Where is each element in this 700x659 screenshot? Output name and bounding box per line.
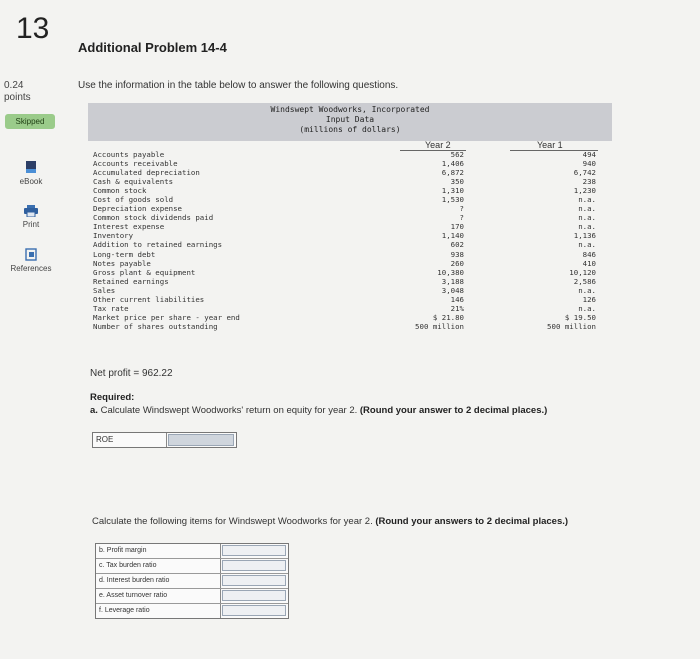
roe-answer-row bbox=[92, 432, 237, 448]
part-a-instructions bbox=[90, 405, 547, 416]
year1-cell: 410 bbox=[582, 258, 596, 268]
year1-cell: 494 bbox=[582, 150, 596, 159]
points-value: 0.24 bbox=[4, 80, 24, 91]
status-badge: Skipped bbox=[5, 114, 55, 129]
year1-cell: 6,742 bbox=[573, 168, 596, 178]
tax-burden-input[interactable] bbox=[222, 560, 286, 571]
leverage-ratio-input[interactable] bbox=[222, 605, 286, 616]
answer-row bbox=[96, 589, 288, 604]
answer-row bbox=[96, 559, 288, 574]
year2-cell: 3,048 bbox=[441, 285, 464, 295]
question-sidebar bbox=[0, 0, 62, 659]
year2-cell: 170 bbox=[450, 222, 464, 232]
year1-cell: 500 million bbox=[547, 321, 596, 331]
question-number: 13 bbox=[16, 12, 50, 45]
table-company-name: Windswept Woodworks, Incorporated bbox=[270, 105, 430, 114]
year1-cell: n.a. bbox=[578, 240, 596, 250]
year1-cell: n.a. bbox=[578, 204, 596, 214]
answer-row bbox=[96, 574, 288, 589]
references-label: References bbox=[10, 264, 52, 273]
year1-cell: 238 bbox=[582, 177, 596, 187]
table-header-band bbox=[88, 103, 612, 141]
points-display bbox=[4, 80, 31, 104]
year1-cell: 1,230 bbox=[573, 186, 596, 196]
year1-cell: n.a. bbox=[578, 303, 596, 313]
answer-row bbox=[96, 604, 288, 618]
year2-cell: 146 bbox=[450, 294, 464, 304]
year2-cell: 500 million bbox=[415, 321, 464, 331]
row-label: Accumulated depreciation bbox=[93, 168, 200, 178]
asset-turnover-label: e. Asset turnover ratio bbox=[96, 589, 221, 603]
year2-cell: 1,530 bbox=[441, 195, 464, 205]
row-label: Market price per share - year end bbox=[93, 312, 240, 322]
row-label: Cash & equivalents bbox=[93, 177, 174, 187]
year2-cell: 3,188 bbox=[441, 276, 464, 286]
calc-instructions bbox=[92, 516, 568, 527]
table-subtitle: Input Data bbox=[325, 115, 375, 124]
year1-cell: 1,136 bbox=[573, 231, 596, 241]
row-label: Tax rate bbox=[93, 303, 129, 313]
ebook-button[interactable] bbox=[6, 160, 56, 186]
year2-cell: 938 bbox=[450, 249, 464, 259]
year2-cell: 21% bbox=[450, 303, 464, 313]
year2-cell: 562 bbox=[450, 150, 464, 159]
row-label: Notes payable bbox=[93, 258, 151, 268]
row-label: Long-term debt bbox=[93, 249, 156, 259]
roe-label: ROE bbox=[93, 433, 167, 447]
points-unit: points bbox=[4, 92, 31, 103]
print-label: Print bbox=[22, 220, 40, 229]
net-profit-text: Net profit = 962.22 bbox=[90, 368, 173, 379]
book-icon bbox=[25, 160, 37, 174]
table-year2-values bbox=[400, 150, 464, 331]
row-label: Common stock bbox=[93, 186, 147, 196]
part-a-prefix: a. bbox=[90, 405, 98, 416]
asset-turnover-input[interactable] bbox=[222, 590, 286, 601]
ratio-answer-grid bbox=[95, 543, 289, 619]
year1-cell: n.a. bbox=[578, 285, 596, 295]
roe-input[interactable] bbox=[168, 434, 234, 446]
row-label: Accounts receivable bbox=[93, 159, 178, 169]
answer-row bbox=[96, 544, 288, 559]
year1-cell: $ 19.50 bbox=[564, 312, 596, 322]
year1-cell: 126 bbox=[582, 294, 596, 304]
year1-cell: 2,586 bbox=[573, 276, 596, 286]
tax-burden-label: c. Tax burden ratio bbox=[96, 559, 221, 573]
row-label: Gross plant & equipment bbox=[93, 267, 196, 277]
references-button[interactable] bbox=[6, 248, 56, 273]
year2-cell: 350 bbox=[450, 177, 464, 187]
year2-cell: ? bbox=[459, 204, 464, 214]
year1-cell: n.a. bbox=[578, 195, 596, 205]
row-label: Depreciation expense bbox=[93, 204, 182, 214]
year2-cell: 1,140 bbox=[441, 231, 464, 241]
year2-cell: 6,872 bbox=[441, 168, 464, 178]
year1-cell: n.a. bbox=[578, 222, 596, 232]
year1-cell: 846 bbox=[582, 249, 596, 259]
table-units: (millions of dollars) bbox=[299, 125, 401, 134]
col-header-year2: Year 2 bbox=[425, 140, 451, 150]
profit-margin-input[interactable] bbox=[222, 545, 286, 556]
interest-burden-label: d. Interest burden ratio bbox=[96, 574, 221, 588]
row-label: Common stock dividends paid bbox=[93, 213, 214, 223]
references-icon bbox=[25, 248, 37, 261]
year2-cell: 10,380 bbox=[437, 267, 464, 277]
row-label: Interest expense bbox=[93, 222, 165, 232]
printer-icon bbox=[24, 205, 38, 217]
year2-cell: 602 bbox=[450, 240, 464, 250]
row-label: Accounts payable bbox=[93, 150, 165, 159]
profit-margin-label: b. Profit margin bbox=[96, 544, 221, 558]
part-a-rounding: (Round your answer to 2 decimal places.) bbox=[359, 405, 548, 416]
year1-cell: 940 bbox=[582, 159, 596, 169]
row-label: Other current liabilities bbox=[93, 294, 205, 304]
year1-cell: n.a. bbox=[578, 213, 596, 223]
row-label: Number of shares outstanding bbox=[93, 321, 218, 331]
col-header-year1: Year 1 bbox=[537, 140, 563, 150]
year2-cell: ? bbox=[459, 213, 464, 223]
ebook-label: eBook bbox=[19, 177, 43, 186]
table-year1-values bbox=[510, 150, 596, 331]
leverage-ratio-label: f. Leverage ratio bbox=[96, 604, 221, 618]
part-a-text: Calculate Windswept Woodworks' return on equity for year 2. bbox=[97, 405, 360, 416]
intro-text: Use the information in the table below to answer the following questions. bbox=[78, 80, 399, 91]
year2-cell: 1,310 bbox=[441, 186, 464, 196]
row-label: Sales bbox=[93, 285, 116, 295]
year2-cell: 260 bbox=[450, 258, 464, 268]
year2-cell: 1,406 bbox=[441, 159, 464, 169]
row-label: Retained earnings bbox=[93, 276, 169, 286]
table-labels bbox=[93, 150, 240, 331]
calc-rounding: (Round your answers to 2 decimal places.) bbox=[375, 516, 569, 527]
calc-text: Calculate the following items for Windswept Woodworks for year 2. bbox=[92, 516, 376, 527]
row-label: Inventory bbox=[93, 231, 134, 241]
row-label: Addition to retained earnings bbox=[93, 240, 223, 250]
required-heading: Required: bbox=[90, 392, 135, 403]
print-button[interactable] bbox=[6, 205, 56, 229]
page-title: Additional Problem 14-4 bbox=[78, 40, 227, 55]
row-label: Cost of goods sold bbox=[93, 195, 174, 205]
year1-cell: 10,120 bbox=[569, 267, 596, 277]
year2-cell: $ 21.80 bbox=[432, 312, 464, 322]
interest-burden-input[interactable] bbox=[222, 575, 286, 586]
